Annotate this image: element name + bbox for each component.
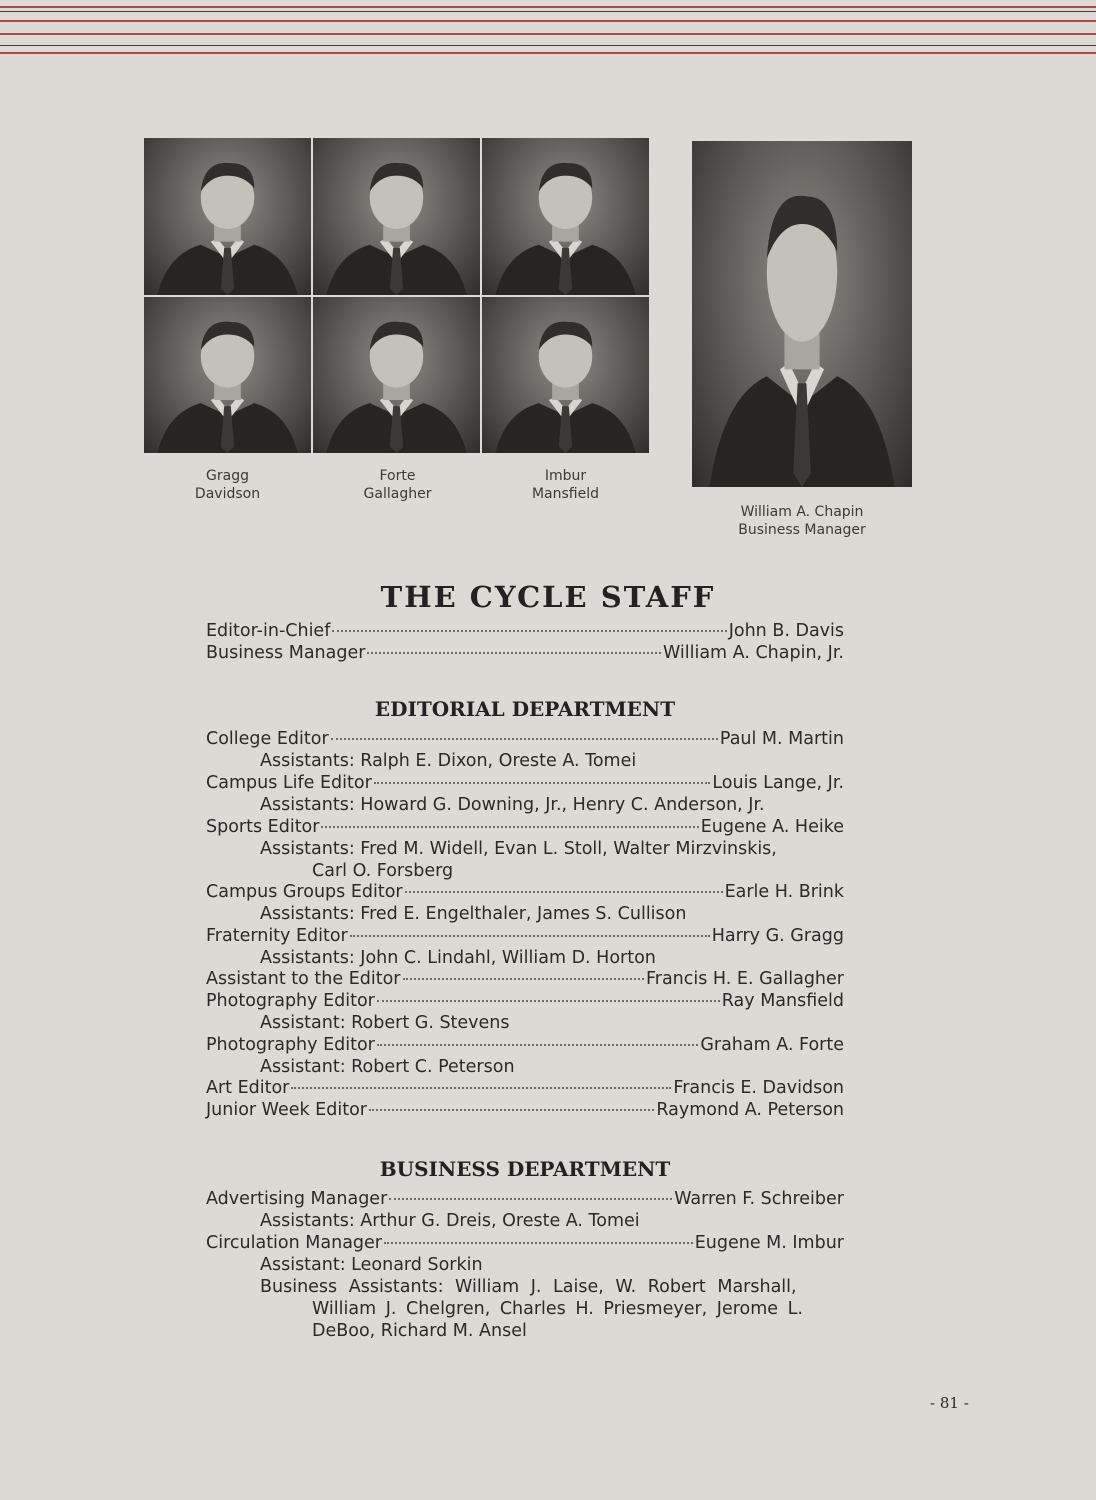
staff-name: Eugene A. Heike (700, 817, 844, 837)
assistants-line: Assistants: Ralph E. Dixon, Oreste A. Tomei (260, 751, 637, 771)
caption-col1 (170, 467, 285, 503)
staff-role: Fraternity Editor (206, 926, 348, 946)
staff-row (206, 881, 844, 905)
staff-role: Business Manager (206, 643, 366, 663)
staff-row (206, 925, 844, 949)
staff-role: Photography Editor (206, 991, 375, 1011)
business-heading: BUSINESS DEPARTMENT (379, 1157, 671, 1181)
staff-name: Francis E. Davidson (673, 1078, 844, 1098)
staff-name: Harry G. Gragg (711, 926, 844, 946)
red-rule (0, 6, 1096, 8)
caption-name: Gallagher (363, 486, 432, 502)
portrait-photo-gragg (144, 138, 311, 295)
staff-row (206, 816, 844, 840)
portrait-silhouette (144, 297, 311, 453)
staff-role: Circulation Manager (206, 1233, 382, 1253)
caption-name: Gragg (206, 468, 249, 484)
staff-name: Paul M. Martin (719, 729, 844, 749)
dot-leader (291, 1087, 671, 1089)
staff-row (206, 620, 844, 644)
assistants-line: Assistants: Howard G. Downing, Jr., Henry C. Anderson, Jr. (260, 795, 765, 815)
dot-leader (374, 782, 711, 784)
staff-name: Warren F. Schreiber (674, 1189, 844, 1209)
staff-role: Assistant to the Editor (206, 969, 401, 989)
dot-leader (350, 935, 710, 937)
staff-row (206, 990, 844, 1014)
portrait-silhouette (144, 138, 311, 295)
assistants-line: Assistants: John C. Lindahl, William D. Horton (260, 948, 656, 968)
portrait-silhouette (482, 138, 649, 295)
staff-name: Ray Mansfield (721, 991, 844, 1011)
staff-row (206, 1034, 844, 1058)
assistants-line: Business Assistants: William J. Laise, W. Robert Marshall, (260, 1277, 797, 1297)
red-rule (0, 52, 1096, 54)
caption-chapin (722, 503, 882, 539)
caption-name: William A. Chapin (740, 504, 864, 520)
editorial-heading: EDITORIAL DEPARTMENT (374, 697, 676, 721)
portrait-photo-forte (313, 138, 480, 295)
staff-role: Art Editor (206, 1078, 290, 1098)
assistants-line: William J. Chelgren, Charles H. Priesmeyer, Jerome L. (312, 1299, 803, 1319)
staff-name: John B. Davis (728, 621, 844, 641)
staff-name: William A. Chapin, Jr. (662, 643, 844, 663)
staff-role: Junior Week Editor (206, 1100, 367, 1120)
staff-row (206, 1077, 844, 1101)
staff-row (206, 728, 844, 752)
staff-row (206, 642, 844, 666)
staff-name: Eugene M. Imbur (694, 1233, 844, 1253)
assistants-line: Carl O. Forsberg (312, 861, 454, 881)
dark-rule (0, 11, 1096, 12)
dot-leader (377, 1044, 698, 1046)
caption-name: Imbur (544, 468, 587, 484)
dot-leader (405, 891, 723, 893)
staff-role: College Editor (206, 729, 329, 749)
dark-rule (0, 45, 1096, 46)
dot-leader (384, 1242, 693, 1244)
dot-leader (377, 1000, 720, 1002)
staff-role: Advertising Manager (206, 1189, 388, 1209)
portrait-silhouette (313, 138, 480, 295)
staff-role: Campus Life Editor (206, 773, 372, 793)
assistants-line: Assistant: Robert C. Peterson (260, 1057, 515, 1077)
red-rule (0, 33, 1096, 35)
dot-leader (403, 978, 644, 980)
portrait-photo-mansfield (482, 297, 649, 453)
staff-role: Campus Groups Editor (206, 882, 403, 902)
caption-name: Davidson (194, 486, 261, 502)
dot-leader (321, 826, 698, 828)
portrait-photo-imbur (482, 138, 649, 295)
staff-name: Graham A. Forte (700, 1035, 844, 1055)
staff-role: Photography Editor (206, 1035, 375, 1055)
assistants-line: Assistant: Robert G. Stevens (260, 1013, 510, 1033)
dot-leader (367, 652, 661, 654)
header-rules (0, 0, 1096, 60)
staff-name: Francis H. E. Gallagher (645, 969, 844, 989)
staff-row (206, 1099, 844, 1123)
caption-title: Business Manager (738, 522, 866, 538)
dot-leader (389, 1198, 672, 1200)
portrait-photo-chapin (692, 141, 912, 487)
portrait-silhouette (482, 297, 649, 453)
portrait-silhouette (692, 141, 912, 487)
page-number: - 81 - (930, 1394, 969, 1412)
staff-role: Sports Editor (206, 817, 320, 837)
staff-row (206, 1188, 844, 1212)
staff-name: Raymond A. Peterson (656, 1100, 844, 1120)
red-rule (0, 20, 1096, 22)
assistants-line: Assistants: Fred E. Engelthaler, James S. Cullison (260, 904, 687, 924)
assistants-line: Assistants: Fred M. Widell, Evan L. Stoll, Walter Mirzvinskis, (260, 839, 777, 859)
caption-col2 (340, 467, 455, 503)
portrait-photo-gallagher (313, 297, 480, 453)
dot-leader (332, 630, 726, 632)
staff-name: Louis Lange, Jr. (712, 773, 844, 793)
staff-name: Earle H. Brink (724, 882, 844, 902)
staff-row (206, 968, 844, 992)
caption-col3 (508, 467, 623, 503)
dot-leader (331, 738, 718, 740)
assistants-line: Assistants: Arthur G. Dreis, Oreste A. Tomei (260, 1211, 640, 1231)
portrait-photo-davidson (144, 297, 311, 453)
dot-leader (369, 1109, 654, 1111)
page-title: THE CYCLE STAFF (380, 580, 716, 614)
caption-name: Forte (379, 468, 416, 484)
assistants-line: DeBoo, Richard M. Ansel (312, 1321, 527, 1341)
staff-row (206, 772, 844, 796)
assistants-line: Assistant: Leonard Sorkin (260, 1255, 483, 1275)
portrait-silhouette (313, 297, 480, 453)
staff-row (206, 1232, 844, 1256)
staff-role: Editor-in-Chief (206, 621, 331, 641)
caption-name: Mansfield (531, 486, 600, 502)
